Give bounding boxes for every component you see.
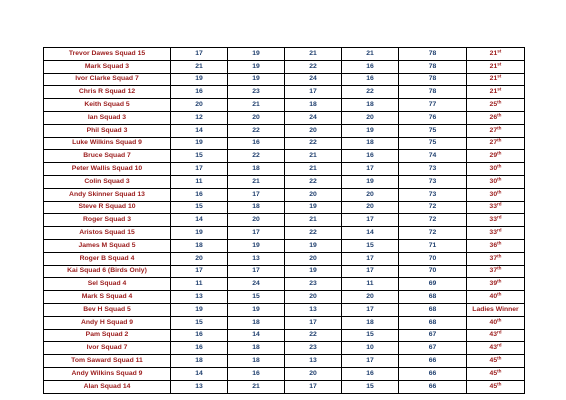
position-value: 40: [489, 293, 498, 301]
position-suffix: th: [497, 163, 502, 169]
shooter-name-cell: Ivor Squad 7: [44, 342, 171, 355]
score-cell: 19: [171, 137, 228, 150]
position-cell: [467, 201, 525, 214]
score-cell: 12: [171, 111, 228, 124]
position-suffix: rd: [496, 201, 502, 207]
score-cell: 24: [228, 278, 285, 291]
score-cell: 10: [342, 342, 399, 355]
score-cell: 22: [285, 137, 342, 150]
position-suffix: th: [497, 381, 502, 387]
shooter-name-cell: Sel Squad 4: [44, 278, 171, 291]
total-cell: 72: [399, 214, 467, 227]
score-cell: 20: [285, 367, 342, 380]
position-suffix: rd: [496, 227, 502, 233]
position-value: 45: [489, 357, 498, 365]
score-cell: 13: [285, 355, 342, 368]
score-cell: 22: [285, 329, 342, 342]
position-value: 29: [489, 152, 498, 160]
position-value: 21: [489, 49, 498, 57]
score-cell: 17: [228, 188, 285, 201]
position-cell: [467, 252, 525, 265]
table-row: [44, 380, 525, 393]
position-cell: [467, 342, 525, 355]
shooter-name-cell: Phil Squad 3: [44, 124, 171, 137]
score-cell: 20: [285, 124, 342, 137]
position-cell: [467, 111, 525, 124]
total-cell: 68: [399, 316, 467, 329]
score-cell: 13: [285, 303, 342, 316]
shooter-name-cell: Pam Squad 2: [44, 329, 171, 342]
score-cell: 17: [342, 252, 399, 265]
score-cell: 21: [228, 99, 285, 112]
position-cell: [467, 124, 525, 137]
position-value: 27: [489, 126, 498, 134]
score-cell: 19: [171, 73, 228, 86]
position-cell: [467, 380, 525, 393]
position-cell: [467, 291, 525, 304]
position-suffix: th: [497, 99, 502, 105]
position-value: 33: [489, 216, 497, 224]
position-suffix: th: [497, 150, 502, 156]
position-cell: [467, 163, 525, 176]
score-cell: 15: [342, 380, 399, 393]
score-cell: 19: [228, 303, 285, 316]
score-cell: 17: [171, 265, 228, 278]
score-cell: 22: [228, 150, 285, 163]
total-cell: 70: [399, 252, 467, 265]
total-cell: 75: [399, 124, 467, 137]
score-cell: 15: [171, 316, 228, 329]
results-table-body: [44, 48, 525, 394]
score-cell: 20: [342, 201, 399, 214]
score-cell: 20: [228, 214, 285, 227]
score-cell: 21: [228, 380, 285, 393]
total-cell: 75: [399, 137, 467, 150]
table-row: [44, 150, 525, 163]
score-cell: 20: [342, 111, 399, 124]
score-cell: 11: [342, 278, 399, 291]
position-suffix: st: [497, 73, 502, 79]
score-cell: 22: [285, 175, 342, 188]
table-row: [44, 291, 525, 304]
shooter-name-cell: Mark Squad 3: [44, 60, 171, 73]
position-cell: [467, 86, 525, 99]
score-cell: 18: [228, 355, 285, 368]
table-row: [44, 252, 525, 265]
score-cell: 19: [342, 124, 399, 137]
position-suffix: st: [497, 61, 502, 67]
table-row: [44, 201, 525, 214]
score-cell: 21: [342, 48, 399, 61]
score-cell: 21: [285, 214, 342, 227]
position-suffix: th: [497, 265, 502, 271]
score-cell: 17: [171, 48, 228, 61]
score-cell: 19: [228, 239, 285, 252]
position-suffix: rd: [496, 214, 502, 220]
score-cell: 19: [171, 303, 228, 316]
position-value: 26: [489, 113, 498, 121]
table-row: [44, 227, 525, 240]
total-cell: 72: [399, 201, 467, 214]
score-cell: 18: [228, 316, 285, 329]
score-cell: 23: [228, 86, 285, 99]
total-cell: 74: [399, 150, 467, 163]
score-cell: 18: [171, 239, 228, 252]
position-suffix: th: [497, 368, 502, 374]
table-row: [44, 214, 525, 227]
table-row: [44, 355, 525, 368]
position-suffix: st: [497, 48, 502, 54]
total-cell: 73: [399, 175, 467, 188]
table-row: [44, 239, 525, 252]
score-cell: 23: [285, 278, 342, 291]
total-cell: 77: [399, 99, 467, 112]
score-cell: 19: [171, 227, 228, 240]
shooter-name-cell: Peter Wallis Squad 10: [44, 163, 171, 176]
position-cell: [467, 278, 525, 291]
position-value: 21: [489, 88, 498, 96]
score-cell: 18: [285, 99, 342, 112]
shooter-name-cell: Mark S Squad 4: [44, 291, 171, 304]
position-cell: [467, 367, 525, 380]
shooter-name-cell: Andy Skinner Squad 13: [44, 188, 171, 201]
score-cell: 20: [171, 252, 228, 265]
position-value: 36: [489, 241, 498, 249]
shooter-name-cell: Andy Wilkins Squad 9: [44, 367, 171, 380]
table-row: [44, 303, 525, 316]
score-cell: 17: [228, 227, 285, 240]
table-row: [44, 163, 525, 176]
score-cell: 16: [171, 342, 228, 355]
score-cell: 19: [342, 175, 399, 188]
position-suffix: st: [497, 86, 502, 92]
total-cell: 67: [399, 342, 467, 355]
position-suffix: th: [497, 176, 502, 182]
score-cell: 17: [342, 265, 399, 278]
score-cell: 18: [228, 201, 285, 214]
shooter-name-cell: James M Squad 5: [44, 239, 171, 252]
score-cell: 14: [171, 367, 228, 380]
position-suffix: th: [497, 291, 502, 297]
shooter-name-cell: Keith Squad 5: [44, 99, 171, 112]
shooter-name-cell: Andy H Squad 9: [44, 316, 171, 329]
score-cell: 11: [171, 278, 228, 291]
position-cell: [467, 265, 525, 278]
shooter-name-cell: Roger Squad 3: [44, 214, 171, 227]
score-cell: 21: [285, 48, 342, 61]
score-cell: 22: [285, 60, 342, 73]
score-cell: 22: [342, 86, 399, 99]
score-cell: 17: [228, 265, 285, 278]
position-cell: [467, 303, 525, 316]
position-value: 30: [489, 165, 498, 173]
score-cell: 13: [171, 291, 228, 304]
shooter-name-cell: Aristos Squad 15: [44, 227, 171, 240]
score-cell: 14: [228, 329, 285, 342]
score-cell: 18: [342, 99, 399, 112]
position-cell: [467, 355, 525, 368]
score-cell: 18: [342, 137, 399, 150]
score-cell: 19: [285, 201, 342, 214]
score-cell: 21: [285, 163, 342, 176]
position-cell: [467, 48, 525, 61]
score-cell: 17: [342, 214, 399, 227]
score-cell: 18: [171, 355, 228, 368]
shooter-name-cell: Trevor Dawes Squad 15: [44, 48, 171, 61]
shooter-name-cell: Colin Squad 3: [44, 175, 171, 188]
score-cell: 15: [342, 329, 399, 342]
score-cell: 19: [228, 60, 285, 73]
score-cell: 17: [342, 303, 399, 316]
total-cell: 67: [399, 329, 467, 342]
score-cell: 22: [285, 227, 342, 240]
total-cell: 73: [399, 188, 467, 201]
position-cell: [467, 239, 525, 252]
total-cell: 78: [399, 86, 467, 99]
position-cell: [467, 329, 525, 342]
score-cell: 20: [285, 188, 342, 201]
score-cell: 13: [228, 252, 285, 265]
table-row: [44, 99, 525, 112]
score-cell: 16: [171, 329, 228, 342]
table-row: [44, 73, 525, 86]
score-cell: 14: [342, 227, 399, 240]
score-cell: 15: [228, 291, 285, 304]
position-value: 33: [489, 229, 497, 237]
position-value: 37: [489, 254, 498, 262]
score-cell: 11: [171, 175, 228, 188]
score-cell: 18: [342, 316, 399, 329]
position-suffix: th: [497, 355, 502, 361]
score-cell: 21: [285, 150, 342, 163]
shooter-name-cell: Tom Saward Squad 11: [44, 355, 171, 368]
position-suffix: th: [497, 317, 502, 323]
table-row: [44, 329, 525, 342]
position-value: 33: [489, 203, 497, 211]
total-cell: 78: [399, 60, 467, 73]
score-cell: 20: [171, 99, 228, 112]
position-value: 45: [489, 382, 498, 390]
position-value: 37: [489, 267, 498, 275]
score-cell: 20: [285, 252, 342, 265]
table-row: [44, 137, 525, 150]
score-cell: 18: [228, 342, 285, 355]
total-cell: 76: [399, 111, 467, 124]
score-cell: 16: [342, 150, 399, 163]
score-cell: 19: [228, 48, 285, 61]
position-cell: [467, 188, 525, 201]
position-suffix: th: [497, 137, 502, 143]
total-cell: 66: [399, 380, 467, 393]
score-cell: 16: [342, 60, 399, 73]
position-suffix: th: [497, 278, 502, 284]
position-cell: [467, 99, 525, 112]
score-cell: 16: [228, 137, 285, 150]
total-cell: 71: [399, 239, 467, 252]
table-row: [44, 316, 525, 329]
score-cell: 15: [342, 239, 399, 252]
score-cell: 17: [171, 163, 228, 176]
position-suffix: rd: [496, 329, 502, 335]
position-value: 30: [489, 190, 498, 198]
table-row: [44, 111, 525, 124]
table-row: [44, 278, 525, 291]
score-cell: 21: [228, 175, 285, 188]
position-cell: [467, 60, 525, 73]
score-cell: 17: [285, 86, 342, 99]
position-cell: [467, 316, 525, 329]
score-cell: 24: [285, 73, 342, 86]
score-cell: 22: [228, 124, 285, 137]
position-value: 21: [489, 62, 498, 70]
results-table: [43, 47, 525, 394]
score-cell: 19: [285, 239, 342, 252]
table-row: [44, 188, 525, 201]
score-cell: 17: [342, 163, 399, 176]
total-cell: 70: [399, 265, 467, 278]
score-cell: 17: [285, 380, 342, 393]
shooter-name-cell: Bev H Squad 5: [44, 303, 171, 316]
score-cell: 20: [228, 111, 285, 124]
position-value: 40: [489, 318, 498, 326]
position-suffix: rd: [496, 342, 502, 348]
score-cell: 18: [228, 163, 285, 176]
total-cell: 73: [399, 163, 467, 176]
position-value: 43: [489, 344, 497, 352]
score-cell: 21: [171, 60, 228, 73]
table-row: [44, 60, 525, 73]
shooter-name-cell: Roger B Squad 4: [44, 252, 171, 265]
position-suffix: th: [497, 189, 502, 195]
position-cell: [467, 227, 525, 240]
position-suffix: th: [497, 240, 502, 246]
position-suffix: th: [497, 112, 502, 118]
score-cell: 17: [285, 316, 342, 329]
position-cell: [467, 150, 525, 163]
total-cell: 68: [399, 303, 467, 316]
table-row: [44, 86, 525, 99]
position-value: 21: [489, 75, 498, 83]
table-row: [44, 124, 525, 137]
table-row: [44, 367, 525, 380]
total-cell: 78: [399, 48, 467, 61]
position-value: Ladies Winner: [472, 305, 519, 313]
score-cell: 16: [342, 73, 399, 86]
shooter-name-cell: Luke Wilkins Squad 9: [44, 137, 171, 150]
score-cell: 16: [228, 367, 285, 380]
position-value: 30: [489, 177, 498, 185]
position-value: 27: [489, 139, 498, 147]
score-cell: 24: [285, 111, 342, 124]
table-row: [44, 48, 525, 61]
position-value: 43: [489, 331, 497, 339]
position-suffix: th: [497, 253, 502, 259]
total-cell: 78: [399, 73, 467, 86]
score-cell: 16: [342, 367, 399, 380]
total-cell: 72: [399, 227, 467, 240]
total-cell: 66: [399, 355, 467, 368]
total-cell: 68: [399, 291, 467, 304]
score-cell: 17: [342, 355, 399, 368]
table-row: [44, 265, 525, 278]
shooter-name-cell: Bruce Squad 7: [44, 150, 171, 163]
shooter-name-cell: Steve R Squad 10: [44, 201, 171, 214]
total-cell: 66: [399, 367, 467, 380]
score-cell: 13: [171, 380, 228, 393]
shooter-name-cell: Chris R Squad 12: [44, 86, 171, 99]
score-cell: 19: [285, 265, 342, 278]
score-cell: 19: [228, 73, 285, 86]
score-cell: 20: [285, 291, 342, 304]
score-cell: 16: [171, 86, 228, 99]
position-suffix: th: [497, 125, 502, 131]
total-cell: 69: [399, 278, 467, 291]
position-value: 39: [489, 280, 498, 288]
position-cell: [467, 73, 525, 86]
position-cell: [467, 214, 525, 227]
score-cell: 15: [171, 150, 228, 163]
shooter-name-cell: Ivor Clarke Squad 7: [44, 73, 171, 86]
table-row: [44, 342, 525, 355]
score-cell: 15: [171, 201, 228, 214]
position-value: 25: [489, 101, 498, 109]
shooter-name-cell: Ian Squad 3: [44, 111, 171, 124]
position-cell: [467, 175, 525, 188]
shooter-name-cell: Kai Squad 6 (Birds Only): [44, 265, 171, 278]
position-value: 45: [489, 369, 498, 377]
table-row: [44, 175, 525, 188]
score-cell: 14: [171, 124, 228, 137]
score-cell: 16: [171, 188, 228, 201]
position-cell: [467, 137, 525, 150]
score-cell: 20: [342, 291, 399, 304]
shooter-name-cell: Alan Squad 14: [44, 380, 171, 393]
score-cell: 20: [342, 188, 399, 201]
score-cell: 14: [171, 214, 228, 227]
score-cell: 23: [285, 342, 342, 355]
